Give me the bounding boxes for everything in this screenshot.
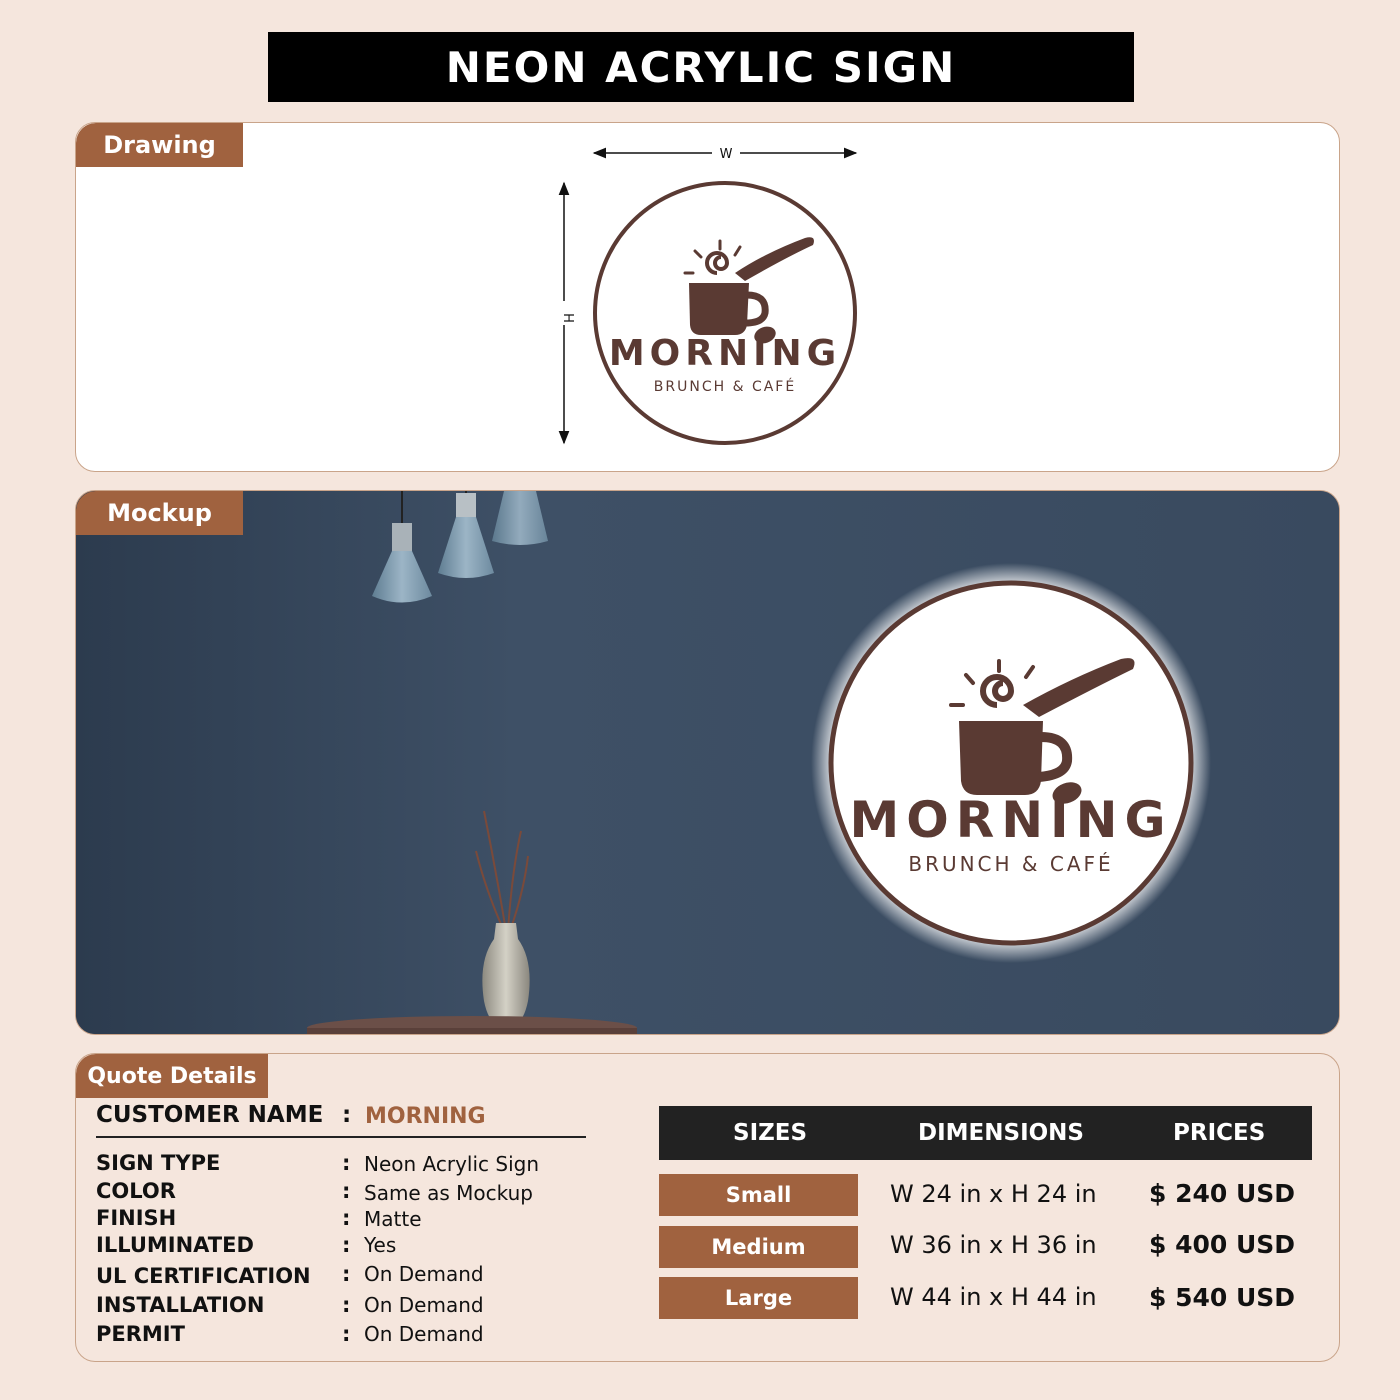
- cup-icon: [689, 283, 749, 335]
- spec-label: ILLUMINATED: [96, 1233, 254, 1257]
- mockup-scene: [76, 491, 1339, 1034]
- dimension-cell: W 24 in x H 24 in: [890, 1180, 1097, 1208]
- width-label: W: [719, 147, 733, 162]
- height-dimension: [560, 183, 575, 443]
- price-cell: $ 240 USD: [1149, 1179, 1296, 1208]
- size-small-button[interactable]: Small: [659, 1174, 858, 1216]
- cup-icon: [959, 721, 1043, 795]
- colon: :: [342, 1179, 351, 1203]
- header-dimensions: DIMENSIONS: [918, 1120, 1084, 1146]
- spec-label: PERMIT: [96, 1322, 185, 1346]
- quote-panel: [75, 1053, 1340, 1362]
- spec-label: COLOR: [96, 1179, 176, 1203]
- customer-row: [96, 1102, 586, 1138]
- colon: :: [342, 1293, 351, 1317]
- spec-value: Same as Mockup: [364, 1181, 533, 1205]
- price-cell: $ 400 USD: [1149, 1230, 1296, 1259]
- width-dimension: [594, 147, 856, 162]
- colon: :: [342, 1262, 351, 1286]
- price-cell: $ 540 USD: [1149, 1283, 1296, 1312]
- mockup-panel: [75, 490, 1340, 1035]
- spec-value: Neon Acrylic Sign: [364, 1152, 540, 1176]
- page-title: NEON ACRYLIC SIGN: [268, 32, 1134, 102]
- colon: :: [342, 1151, 351, 1175]
- dimension-cell: W 36 in x H 36 in: [890, 1231, 1097, 1259]
- dimension-cell: W 44 in x H 44 in: [890, 1283, 1097, 1311]
- header-sizes: SIZES: [733, 1120, 808, 1146]
- customer-label: CUSTOMER NAME: [96, 1102, 324, 1128]
- colon: :: [342, 1322, 351, 1346]
- colon: :: [342, 1206, 351, 1230]
- spec-label: FINISH: [96, 1206, 177, 1230]
- drawing-canvas: [76, 123, 1339, 471]
- spec-label: UL CERTIFICATION: [96, 1264, 311, 1288]
- logo-tagline: BRUNCH & CAFÉ: [908, 852, 1114, 876]
- customer-value: MORNING: [365, 1104, 486, 1129]
- drawing-tab: Drawing: [76, 123, 243, 167]
- spec-value: On Demand: [364, 1262, 484, 1286]
- mockup-tab: Mockup: [76, 491, 243, 535]
- spec-label: SIGN TYPE: [96, 1151, 221, 1175]
- logo-mockup: [811, 563, 1211, 963]
- logo-name: MORNING: [849, 791, 1173, 849]
- spec-value: Matte: [364, 1207, 422, 1231]
- size-large-button[interactable]: Large: [659, 1277, 858, 1319]
- logo-name: MORNING: [608, 333, 842, 374]
- size-medium-button[interactable]: Medium: [659, 1226, 858, 1268]
- quote-tab: Quote Details: [76, 1054, 268, 1098]
- spec-value: On Demand: [364, 1293, 484, 1317]
- price-table-header: [659, 1106, 1312, 1160]
- header-prices: PRICES: [1173, 1120, 1266, 1146]
- logo-drawing: [595, 183, 855, 443]
- drawing-panel: [75, 122, 1340, 472]
- spec-label: INSTALLATION: [96, 1293, 265, 1317]
- logo-tagline: BRUNCH & CAFÉ: [653, 379, 797, 395]
- colon: :: [342, 1233, 351, 1257]
- spec-value: On Demand: [364, 1322, 484, 1346]
- spec-value: Yes: [364, 1233, 397, 1257]
- height-label: H: [560, 313, 575, 323]
- colon: :: [342, 1102, 352, 1128]
